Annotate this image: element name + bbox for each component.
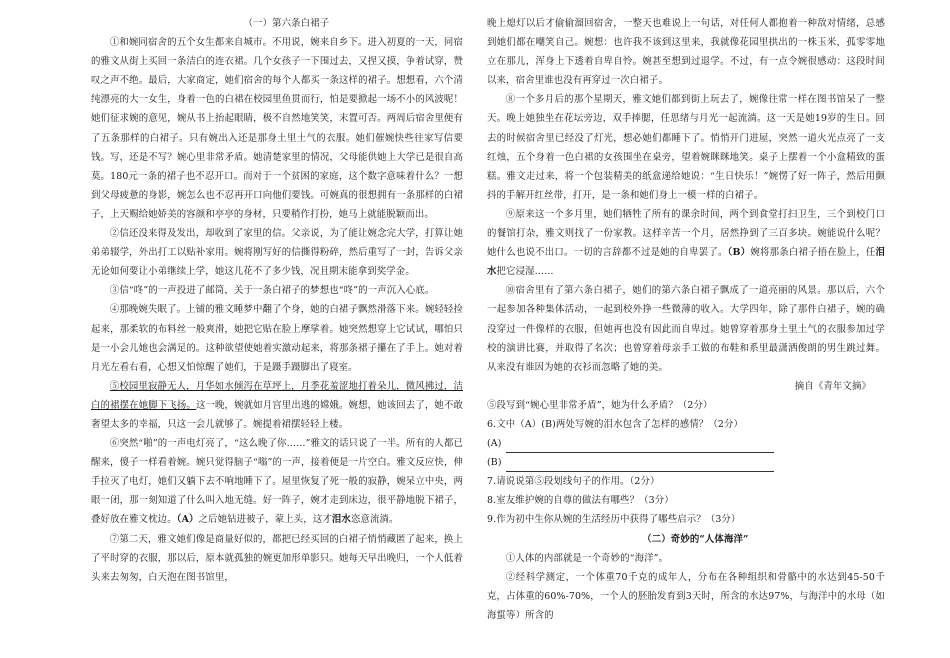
paragraph-4: ④那晚婉失眠了。上铺的雅文睡梦中翻了个身，她的白裙子飘然滑落下来。婉轻轻捡起来，那柔软的布料丝一般爽滑，她把它贴在脸上摩挲着。她突然想穿上它试试，哪怕只是一小会儿她也会满足的。这种欲望使她着实激动起来，将那条裙子攥在了手上。她对着月光左看右看，心想又怕惊醒了她们，于是蹑手蹑脚出了寝室。 bbox=[91, 304, 463, 373]
question-9: 9.作为初中生你从婉的生活经历中获得了哪些启示？（3分） bbox=[487, 514, 741, 526]
passage-2-title: （二）奇妙的“人体海洋” bbox=[642, 533, 749, 545]
paragraph-8: ⑧一个多月后的那个星期天，雅文她们都到街上玩去了，婉像往常一样在图书馆呆了一整天。晚上她独坐在花坛旁边，双手捧腮，任思绪与月光一起流淌。这一天是她19岁的生日。回去的时候宿舍里已经没了灯光，想必她们都睡下了。悄悄开门进屋，突然一道火光点亮了一支红烛，五个身着一色白裙的女孩围坐在桌旁，望着婉眯眯地笑。桌子上摆着一个小盒精致的蛋糕。雅文走过来，将一个包装精美的纸盒递给她说：“生日快乐！”婉愣了好一阵子，然后用颤抖的手解开红丝带，打开，是一条和她们身上一模一样的白裙子。 bbox=[487, 94, 885, 201]
marker-a: （A） bbox=[176, 514, 199, 526]
tears-word-b: 泪水 bbox=[487, 247, 885, 278]
underlined-sentence: ⑤校园里寂静无人，月华如水倾泻在草坪上，月季花羞涩地打着朵儿，微风拂过，洁白的裙摆在她脚下飞扬。 bbox=[91, 380, 463, 411]
answer-blank-b[interactable] bbox=[506, 459, 774, 472]
paragraph-10: ⑩宿舍里有了第六条白裙子，她们的第六条白裙子飘成了一道亮丽的风景。那以后，六个一起参加各种集体活动，一起到校外挣一些微薄的收入。大学四年，除了那件白裙子，婉的确没穿过一件像样的衣服，但她再也没有因此而自卑过。她曾穿着那身土里土气的衣服参加过学校的演讲比赛，并取得了名次；也曾穿着母亲手工做的布鞋和系里最潇洒俊朗的男生跳过舞。从来没有谁因为她的衣衫而忽略了她的美。 bbox=[487, 285, 885, 373]
left-column bbox=[91, 14, 463, 587]
answer-blank-a[interactable] bbox=[506, 440, 774, 453]
tears-word-a: 泪水 bbox=[331, 514, 351, 526]
paragraph-3: ③信“咚”的一声投进了邮筒，关于一条白裙子的梦想也“咚”的一声沉入心底。 bbox=[109, 285, 435, 297]
question-5: ⑤段写到“婉心里非常矛盾”，她为什么矛盾？（2分） bbox=[487, 399, 713, 411]
question-6: 6.文中（A）(B)两处写婉的泪水包含了怎样的感情？（2分） bbox=[487, 418, 744, 430]
answer-line-b[interactable] bbox=[487, 453, 885, 472]
paragraph-6-text-b: 之后她钻进被子，蒙上头，这才 bbox=[198, 514, 332, 526]
paragraph-6-text: ⑥突然“啪”的一声电灯亮了，“这么晚了你……”雅文的话只说了一半。所有的人都已醒来，傻子一样看着婉。婉只觉得脑子“嗡”的一声，接着便是一片空白。雅文反应快，伸手拉灭了电灯，她们又躺下去不响地睡下了。屋里恢复了死一般的寂静，婉呆立中央，两眼一闭，那一刻知道了什么叫入地无缝。好一阵子，婉才走到床边，很平静地脱下裙子，叠好放在雅文枕边。 bbox=[91, 438, 463, 526]
paragraph-9 bbox=[487, 205, 885, 281]
question-8: 8.室友维护婉的自尊的做法有哪些？（3分） bbox=[487, 495, 674, 507]
exam-page bbox=[0, 14, 950, 654]
paragraph-7: ⑦第二天，雅文她们像是商量好似的，都把已经买回的白裙子悄悄藏匿了起来，换上了平时穿的衣服，那以后，原本就孤独的婉更加形单影只。她每天早出晚归，一个人低着头来去匆匆，白天泡在图书馆里， bbox=[91, 533, 463, 583]
passage-2-paragraph-2: ②经科学测定，一个体重70千克的成年人，分布在各种组织和骨骼中的水达到45-50千克，占体重的60%-70%，一个人的胚胎发育到3天时，所含的水达97%，与海洋中的水母（如海蜇等）所含的 bbox=[487, 571, 885, 621]
paragraph-6 bbox=[91, 434, 463, 529]
paragraph-1: ①和婉同宿舍的五个女生都来自城市。不用说，婉来自乡下。进入初夏的一天，同宿的雅文从街上买回一条洁白的连衣裙。几个女孩子一下围过去，又捏又摸，争着试穿，赞叹之声不绝。最后，大家商定，她们宿舍的每个人都买一条这样的裙子。想想看，六个清纯漂亮的大一女生，身着一色的白裙在校园里鱼贯而行，怕是要掀起一场不小的风波呢！她们征求婉的意见，婉从书上抬起眼睛，极不自然地笑笑，末置可否。两周后宿舍里便有了五条那样的白裙子。只有婉出入还是那身土里土气的衣服。她们催婉快些往家写信要钱。写，还是不写？婉心里非常矛盾。她清楚家里的情况，父母能供她上大学已是很自高莫。180元一条的裙子也不忍开口。而对于一个贫困的家庭，这个数字意味着什么？一想到父母疲惫的身影，婉怎么也不忍再开口向他们要钱。可婉真的很想拥有一条那样的白裙子，上天赐给她娇美的容颜和亭亭的身材，只要稍作打扮，她马上就能脱颖而出。 bbox=[91, 37, 463, 220]
source-note: 摘自《青年文摘》 bbox=[794, 380, 871, 392]
answer-label-b: (B) bbox=[487, 457, 502, 469]
marker-b: （B） bbox=[727, 247, 751, 259]
paragraph-2: ②信还没来得及发出，却收到了家里的信。父亲说，为了能让婉念完大学，打算让她弟弟辍学，外出打工以贴补家用。婉将刚写好的信撕得粉碎，然后重写了一封，告诉父亲无论如何要让小弟继续上学，她这儿花不了多少钱，况且期末能拿到奖学金。 bbox=[91, 228, 463, 278]
passage-2-paragraph-1: ①人体的内部就是一个奇妙的“海洋”。 bbox=[505, 552, 669, 564]
paragraph-5-rest: 这一晚，婉就如月宫里出逃的嫦娥。婉想，她该回去了，她不敢奢望太多的幸福，只这一会儿就够了。婉提着裙摆轻轻上楼。 bbox=[91, 399, 464, 430]
right-column bbox=[487, 14, 885, 625]
paragraph-9-text: ⑨原来这一个多月里，她们牺牲了所有的课余时间，两个到食堂打扫卫生，三个到校门口的餐馆打杂，雅文则找了一份家教。这样辛苦一个月，居然挣到了三百多块。婉能说什么呢？她什么也说不出口。一切的言辞都不过是她的自卑罢了。 bbox=[487, 208, 885, 259]
paragraph-7-continued: 晚上熄灯以后才偷偷溜回宿舍，一整天也难说上一句话，对任何人都抱着一种敌对情绪，总感到她们都在嘲笑自己。婉想：也许我不该到这里来，我就像花园里拱出的一株玉米，孤零零地立在那儿，浑身上下透着自卑自怜。婉甚至想到过退学。不过，有一点令婉很感动：这段时间以来，宿舍里谁也没有再穿过一次白裙子。 bbox=[487, 18, 885, 87]
question-7: 7.请说说第⑤段划线句子的作用。（2分） bbox=[487, 476, 660, 488]
paragraph-5 bbox=[91, 377, 463, 434]
passage-title: （一）第六条白裙子 bbox=[243, 18, 330, 29]
paragraph-6-text-c: 恣意流淌。 bbox=[350, 514, 399, 526]
answer-line-a[interactable] bbox=[487, 434, 885, 453]
answer-label-a: (A) bbox=[487, 438, 502, 450]
paragraph-9-text-c: 把它浸湿…… bbox=[496, 266, 554, 278]
paragraph-9-text-b: 婉将那条白裙子捂在脸上，任 bbox=[750, 247, 876, 259]
